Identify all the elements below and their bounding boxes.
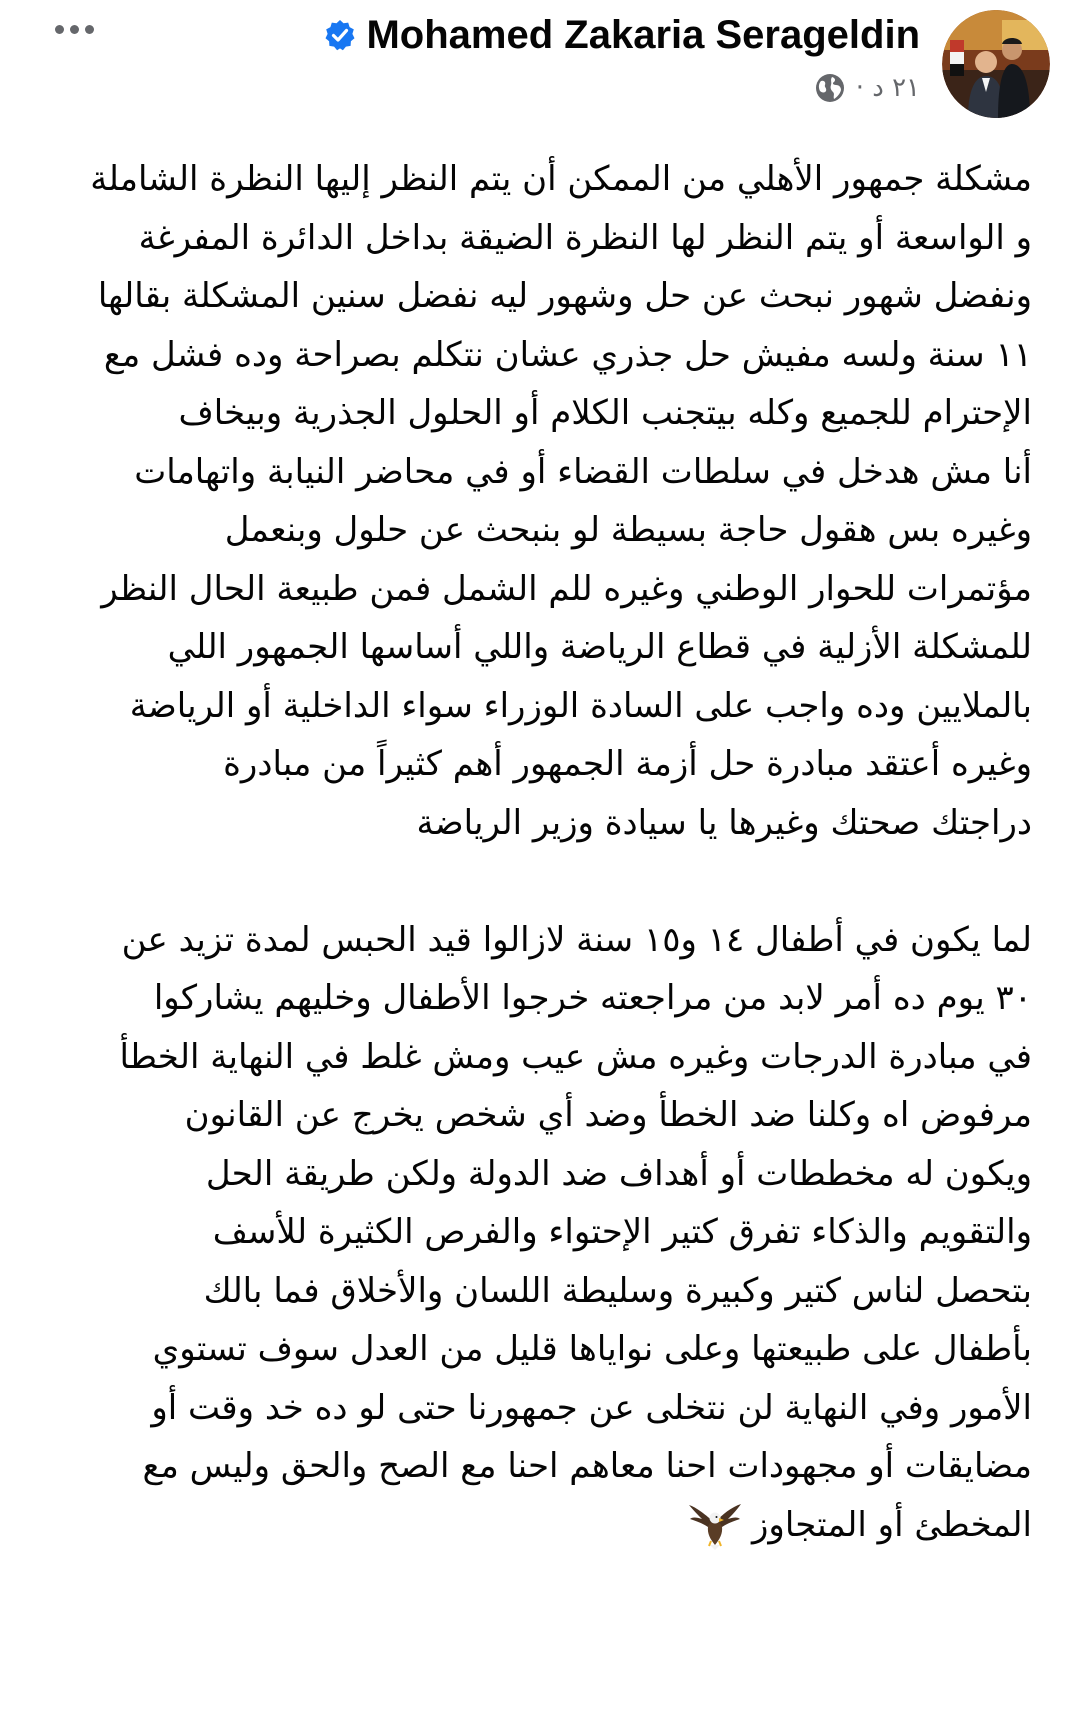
paragraph-gap <box>40 852 1032 911</box>
text-line: أنا مش هدخل في سلطات القضاء أو في محاضر النيابة واتهامات <box>134 451 1032 492</box>
post-timestamp[interactable]: ٢١ د · <box>855 73 920 103</box>
text-line: للمشكلة الأزلية في قطاع الرياضة واللي أساسها الجمهور اللي <box>167 627 1032 667</box>
avatar-photo <box>942 10 1050 118</box>
post-paragraph-2 <box>40 911 1032 1555</box>
more-options-icon <box>55 25 64 34</box>
text-line: و الواسعة أو يتم النظر لها النظرة الضيقة بداخل الدائرة المفرغة <box>138 217 1032 258</box>
eagle-icon <box>688 1501 742 1551</box>
text-line: الأمور وفي النهاية لن نتخلى عن جمهورنا حتى لو ده خد وقت أو <box>151 1387 1032 1428</box>
text-line: مشكلة جمهور الأهلي من الممكن أن يتم النظر إليها النظرة الشاملة <box>90 159 1032 199</box>
text-line: ويكون له مخططات أو أهداف ضد الدولة ولكن طريقة الحل <box>205 1153 1032 1194</box>
text-line: الإحترام للجميع وكله بيتجنب الكلام أو الحلول الجذرية وبيخاف <box>178 393 1032 433</box>
text-line: المخطئ أو المتجاوز <box>752 1504 1032 1545</box>
text-line: وغيره بس هقول حاجة بسيطة لو بنبحث عن حلول وبنعمل <box>224 510 1032 550</box>
text-line: دراجتك صحتك وغيرها يا سيادة وزير الرياضة <box>416 802 1032 843</box>
text-line: مضايقات أو مجهودات احنا معاهم احنا مع الصح والحق وليس مع <box>142 1446 1032 1486</box>
author-name[interactable]: Mohamed Zakaria Serageldin <box>366 12 920 57</box>
post-header <box>0 0 1080 130</box>
last-text-line <box>40 1496 1032 1555</box>
text-line: مؤتمرات للحوار الوطني وغيره للم الشمل فمن طبيعة الحال النظر <box>101 568 1032 609</box>
post-text <box>40 150 1032 1554</box>
author-row <box>324 12 920 58</box>
more-options-button[interactable] <box>44 14 104 44</box>
globe-icon[interactable] <box>814 72 846 104</box>
text-line: والتقويم والذكاء تفرق كتير الإحتواء والفرص الكثيرة للأسف <box>212 1212 1032 1252</box>
text-line: بتحصل لناس كتير وكبيرة وسليطة اللسان والأخلاق فما بالك <box>203 1270 1032 1311</box>
author-avatar[interactable] <box>942 10 1050 118</box>
text-line: في مبادرة الدرجات وغيره مش عيب ومش غلط في النهاية الخطأ <box>119 1036 1032 1077</box>
post-paragraph-1 <box>40 150 1032 852</box>
text-line: ونفضل شهور نبحث عن حل وشهور ليه نفضل سنين المشكلة بقالها <box>97 276 1032 316</box>
text-line: وغيره أعتقد مبادرة حل أزمة الجمهور أهم كثيراً من مبادرة <box>223 744 1032 784</box>
text-line: لما يكون في أطفال ١٤ و١٥ سنة لازالوا قيد الحبس لمدة تزيد عن <box>121 919 1032 960</box>
text-line: مرفوض اه وكلنا ضد الخطأ وضد أي شخص يخرج عن القانون <box>184 1095 1032 1135</box>
post-meta <box>814 70 920 106</box>
text-line: ١١ سنة ولسه مفيش حل جذري عشان نتكلم بصراحة وده فشل مع <box>103 334 1032 375</box>
text-line: بالملايين وده واجب على السادة الوزراء سواء الداخلية أو الرياضة <box>129 685 1032 726</box>
text-line: ٣٠ يوم ده أمر لابد من مراجعته خرجوا الأطفال وخليهم يشاركوا <box>153 978 1032 1018</box>
verified-badge-icon <box>324 19 356 51</box>
text-line: بأطفال على طبيعتها وعلى نواياها قليل من العدل سوف تستوي <box>152 1329 1032 1369</box>
